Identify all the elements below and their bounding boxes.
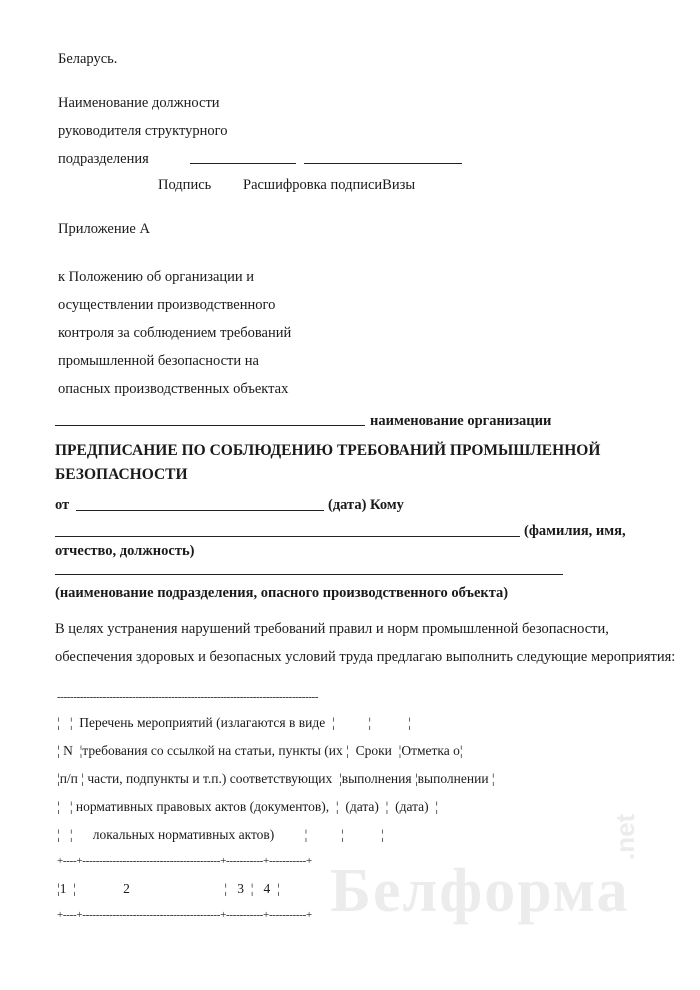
signature-line [190, 163, 296, 164]
person-line [55, 536, 520, 537]
person-label-continued: отчество, должность) [55, 543, 195, 559]
appendix-title: Приложение А [58, 221, 150, 237]
decoding-line [304, 163, 462, 164]
table-header-row-1: ¦ ¦ Перечень мероприятий (излагаются в виде ¦ ¦ ¦ [57, 715, 411, 730]
appendix-line-3: контроля за соблюдением требований [58, 325, 292, 341]
document-title-line-1: ПРЕДПИСАНИЕ ПО СОБЛЮДЕНИЮ ТРЕБОВАНИЙ ПРОМЫШЛЕННОЙ [55, 442, 601, 459]
table-separator-bottom: +----+-----------------------------------------+-----------+-----------+ [57, 909, 312, 921]
person-label: (фамилия, имя, [524, 523, 626, 539]
from-label: от [55, 497, 70, 513]
position-line-1: Наименование должности [58, 95, 220, 111]
top-text: Беларусь. [58, 51, 118, 67]
appendix-line-4: промышленной безопасности на [58, 353, 259, 369]
position-line-3: подразделения [58, 151, 149, 167]
date-to-label: (дата) Кому [328, 497, 404, 513]
organization-label: наименование организации [370, 413, 552, 429]
appendix-line-2: осуществлении производственного [58, 297, 276, 313]
body-line-1: В целях устранения нарушений требований правил и норм промышленной безопасности, [55, 621, 609, 637]
organization-line [55, 425, 365, 426]
signature-label: Подпись [158, 177, 212, 193]
table-header-row-4: ¦ ¦ нормативных правовых актов (документов), ¦ (дата) ¦ (дата) ¦ [57, 799, 439, 814]
watermark-suffix: .net [610, 813, 640, 860]
table-number-row: ¦1 ¦ 2 ¦ 3 ¦ 4 ¦ [57, 881, 280, 896]
decoding-label: Расшифровка подписиВизы [243, 177, 416, 193]
document-title-line-2: БЕЗОПАСНОСТИ [55, 466, 188, 483]
table-separator: +----+-----------------------------------------+-----------+-----------+ [57, 855, 312, 867]
date-line [76, 510, 324, 511]
table-top-border: -------------------------------------------------------------------------------- [57, 691, 319, 703]
table-header-row-3: ¦п/п ¦ части, подпункты и т.п.) соответствующих ¦выполнения ¦выполнении ¦ [57, 771, 495, 786]
unit-label: (наименование подразделения, опасного производственного объекта) [55, 585, 509, 601]
body-line-2: обеспечения здоровых и безопасных условий труда предлагаю выполнить следующие мероприятия: [55, 649, 676, 665]
table-header-row-2: ¦ N ¦требования со ссылкой на статьи, пункты (их ¦ Сроки ¦Отметка о¦ [57, 743, 463, 758]
appendix-line-1: к Положению об организации и [58, 269, 255, 285]
watermark: Белформа [330, 857, 630, 925]
unit-line [55, 574, 563, 575]
table-header-row-5: ¦ ¦ локальных нормативных актов) ¦ ¦ ¦ [57, 827, 384, 842]
appendix-line-5: опасных производственных объектах [58, 381, 289, 397]
position-line-2: руководителя структурного [58, 123, 228, 139]
